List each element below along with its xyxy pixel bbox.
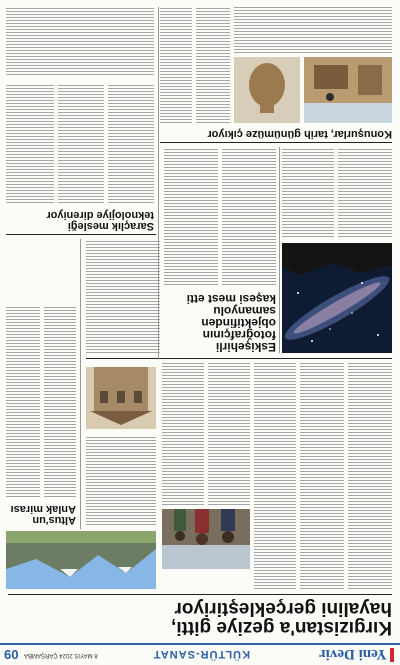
article-1-column — [86, 435, 156, 525]
milky-way-photo — [282, 243, 392, 353]
article-5-headline: Konuşurlar, tarih günümüze çıkıyor — [207, 128, 392, 140]
headline-line: samanyolu — [213, 304, 276, 318]
logo-text: Yeni Devir — [319, 646, 387, 662]
divider — [6, 234, 156, 235]
headline-line: Kırgızistan'a geziye gitti, — [171, 617, 392, 638]
article-5-column — [234, 7, 392, 53]
issue-date: 8 MAYIS 2024 ÇARŞAMBA — [24, 652, 98, 658]
headline-line: Saraçlık mesleği — [67, 220, 154, 232]
article-5-column — [196, 7, 230, 123]
article-4-headline — [6, 209, 154, 231]
article-3-column — [282, 149, 334, 237]
article-4-column — [6, 83, 54, 203]
article-2-column — [44, 307, 76, 497]
divider — [160, 142, 392, 143]
article-2-headline — [6, 503, 76, 525]
headline-line: teknolojiye direniyor — [46, 209, 154, 221]
article-3-column — [86, 239, 160, 353]
article-1-column — [254, 363, 296, 589]
column-rule — [158, 7, 159, 359]
headline-line: Altus'un — [32, 514, 76, 526]
column-rule — [80, 239, 81, 529]
artifact-photo — [234, 57, 300, 123]
mountain-landscape-photo — [6, 531, 156, 589]
section-title: KÜLTÜR-SANAT — [152, 648, 250, 660]
article-4-column — [58, 83, 104, 203]
people-gathering-photo — [162, 509, 250, 569]
article-5-column — [160, 7, 192, 123]
article-1-column — [208, 363, 250, 505]
headline-line: objektifinden — [201, 316, 276, 330]
divider — [86, 358, 392, 359]
article-3-column — [222, 149, 276, 285]
headline-line: Eskişehirli — [215, 340, 276, 354]
newspaper-logo — [319, 645, 394, 662]
article-4-column — [108, 83, 154, 203]
article-3-headline — [164, 293, 276, 353]
article-3-column — [338, 149, 392, 237]
article-1-column — [300, 363, 344, 589]
divider — [8, 594, 392, 595]
column-rule — [279, 147, 280, 353]
headline-line: Anlak mirası — [10, 503, 76, 515]
headline-line: kaşesi mest etti — [186, 292, 276, 306]
article-3-column — [164, 149, 218, 285]
archaeology-site-photo — [304, 57, 392, 123]
article-1-headline — [12, 599, 392, 637]
page-header — [0, 643, 400, 665]
historic-building-photo — [86, 367, 156, 429]
article-2-column — [6, 307, 40, 497]
article-4-column — [6, 7, 154, 75]
article-1-column — [348, 363, 392, 589]
page-number: 09 — [4, 647, 19, 662]
headline-line: fotoğrafçının — [202, 328, 276, 342]
article-1-column — [162, 363, 204, 505]
logo-mark-icon — [390, 648, 394, 662]
headline-line: hayalini gerçekleştiriyor — [174, 598, 392, 619]
